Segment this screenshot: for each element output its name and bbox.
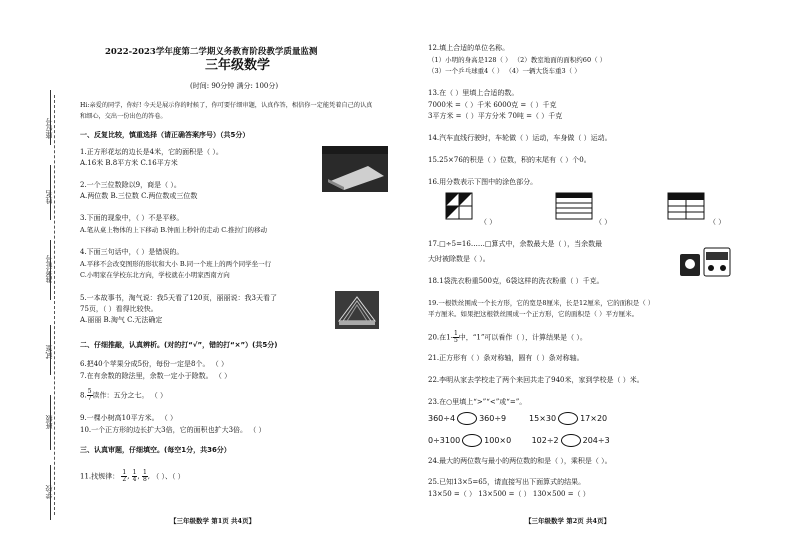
question-17-line-2: 大时被除数是（ ）。 xyxy=(428,255,490,263)
exam-id-blank[interactable] xyxy=(50,240,52,300)
exam-id-label: 准考证号 xyxy=(45,255,53,283)
question-3: 3.下面的现象中，（ ）不是平移。 xyxy=(80,214,184,222)
question-16-blank-3[interactable]: （ ） xyxy=(709,218,726,226)
question-5-line-2: 75页，（ ）看得比较快。 xyxy=(80,305,158,313)
question-4-option-a: A.平移不会改变图形的形状和大小 B.同一个班上的两个同学坐一行 xyxy=(80,260,272,268)
question-16-blank-1[interactable]: （ ） xyxy=(480,218,497,226)
room-label: 试室 xyxy=(45,345,53,359)
compare-circle-3[interactable] xyxy=(462,434,482,447)
question-20 xyxy=(428,331,587,344)
name-label: 姓名 xyxy=(45,190,53,204)
question-15: 15.25×76的积是（ ）位数，积的末尾有（ ）个0。 xyxy=(428,156,591,164)
question-16-blank-2[interactable]: （ ） xyxy=(595,218,612,226)
question-11-label: 11.找规律： xyxy=(80,472,120,481)
question-13-row-2: 3平方米 =（ ）平方分米 70吨 =（ ）千克 xyxy=(428,112,563,120)
question-1: 1.正方形花坛的边长是4米，它的面积是（ ）。 xyxy=(80,148,223,156)
question-10: 10.一个正方形的边长扩大3倍，它的面积也扩大3倍。 （ ） xyxy=(80,426,266,434)
fraction-quarter xyxy=(132,470,138,483)
shaded-square-figure xyxy=(445,192,473,220)
question-20-prefix: 20.在1- xyxy=(428,333,453,342)
compare-circle-4[interactable] xyxy=(561,434,581,447)
exam-page-2 xyxy=(405,0,794,545)
question-6: 6.把40个苹果分成5份，每份一定是8个。 （ ） xyxy=(80,360,228,368)
question-3-options: A.笔从桌上物体的上下移动 B.钟面上秒针的走动 C.推拉门的移动 xyxy=(80,226,268,234)
question-23-row-2 xyxy=(428,434,610,447)
compare-circle-2[interactable] xyxy=(558,412,578,425)
shaded-rectangle-figure-2 xyxy=(667,192,705,220)
compare-4-left: 102÷2 xyxy=(531,436,559,445)
fraction-half xyxy=(121,470,127,483)
fraction-quarter-denominator: 4 xyxy=(132,476,137,483)
question-8-fraction-numerator: 5 xyxy=(87,388,92,395)
section-3-heading: 三、认真审题，仔细填空。(每空1分，共36分） xyxy=(80,446,231,454)
question-8-number: 8. xyxy=(80,391,87,400)
question-21: 21.正方形有（ ）条对称轴，圆有（ ）条对称轴。 xyxy=(428,354,584,362)
shaded-rectangle-figure-1 xyxy=(555,192,593,220)
room-blank[interactable] xyxy=(50,325,52,375)
question-19-line-1: 19.一根铁丝围成一个长方形，它的宽是8厘米，长是12厘米，它的面积是（ ） xyxy=(428,299,655,307)
question-23: 23.在○里填上“>”“<”或“=”。 xyxy=(428,398,527,406)
question-12-row-1: （1）小明的身高是128（ ） （2）教室地面的面积约60（ ） xyxy=(428,56,607,64)
question-14: 14.汽车直线行驶时，车轮做（ ）运动，车身做（ ）运动。 xyxy=(428,134,612,142)
compare-2-right: 17×20 xyxy=(580,414,608,423)
compare-1-left: 360÷4 xyxy=(428,414,456,423)
seat-number-blank[interactable] xyxy=(50,90,52,145)
question-2: 2.一个三位数除以9，商是（ ）。 xyxy=(80,181,181,189)
detergent-illustration xyxy=(680,240,732,280)
seat-number-label: 座位号 xyxy=(45,118,53,139)
compare-1-right: 360÷9 xyxy=(479,414,507,423)
question-11-blanks: （ ）、（ ） xyxy=(152,472,185,481)
question-13: 13.在（ ）里填上合适的数。 xyxy=(428,89,519,97)
question-12-row-2: （3）一个乒乓球重4（ ） （4）一辆大货车重3（ ） xyxy=(428,67,581,75)
compare-2-left: 15×30 xyxy=(529,414,557,423)
exam-subject: 三年级数学 xyxy=(205,58,271,73)
compare-3-right: 100×0 xyxy=(484,436,512,445)
question-8 xyxy=(80,389,167,402)
compare-4-right: 204÷3 xyxy=(582,436,610,445)
question-11: 11.找规律： $\frac{1}{2}$ , $\frac{1}{4}$ , $\frac{1}{8}$ , （ ）、（ ） xyxy=(80,469,185,483)
question-24: 24.最大的两位数与最小的两位数的和是（ ），乘积是（ ）。 xyxy=(428,457,612,465)
class-label: 班级 xyxy=(45,415,53,429)
question-20-text: 中，“1”可以看作（ ），计算结果是（ ）。 xyxy=(458,333,587,342)
fraction-quarter-numerator: 1 xyxy=(132,469,137,476)
exam-title: 2022-2023学年度第二学期义务教育阶段教学质量监测 xyxy=(105,47,318,57)
intro-line-2: 和细心，交出一份出色的答卷。 xyxy=(80,113,167,120)
class-blank[interactable] xyxy=(50,395,52,450)
question-8-fraction-denominator: 7 xyxy=(87,395,92,402)
question-8-text: 读作：五分之七。 （ ） xyxy=(92,391,167,400)
compare-3-left: 0÷3100 xyxy=(428,436,461,445)
page-1-footer: 【三年级数学 第1页 共4页】 xyxy=(170,517,256,525)
question-5-options: A.丽丽 B.淘气 C.无法确定 xyxy=(80,316,163,324)
time-info: (时间: 90分钟 满分: 100分) xyxy=(190,82,279,90)
question-2-options: A.两位数 B.三位数 C.两位数或三位数 xyxy=(80,192,198,200)
question-16: 16.用分数表示下图中的涂色部分。 xyxy=(428,178,538,186)
fraction-one-fifth-numerator: 1 xyxy=(453,330,458,337)
section-2-heading: 二、仔细推敲，认真辨析。(对的打“√”，错的打“×”）(共5分) xyxy=(80,341,278,349)
question-17-line-1: 17.□÷5=16……□算式中，余数最大是（ ），当余数最 xyxy=(428,240,603,248)
fraction-half-numerator: 1 xyxy=(122,469,127,476)
question-5-line-1: 5.一本故事书，淘气说：我5天看了120页，丽丽说：我3天看了 xyxy=(80,294,277,302)
question-4-option-c: C.小明家在学校东北方向，学校就在小明家西南方向 xyxy=(80,271,230,279)
question-23-row-1 xyxy=(428,412,607,425)
binding-margin xyxy=(0,0,68,545)
fraction-one-fifth-denominator: 5 xyxy=(453,337,458,344)
square-garden-photo xyxy=(322,146,388,192)
compare-circle-1[interactable] xyxy=(457,412,477,425)
question-12: 12.填上合适的单位名称。 xyxy=(428,44,510,52)
question-7: 7.在有余数的除法里，余数一定小于除数。 （ ） xyxy=(80,372,232,380)
question-4: 4.下面三句话中，（ ）是错误的。 xyxy=(80,248,184,256)
school-label: 学校 xyxy=(45,485,53,499)
fraction-eighth-denominator: 8 xyxy=(142,476,147,483)
name-blank[interactable] xyxy=(50,165,52,220)
binding-line xyxy=(54,95,56,515)
question-19-line-2: 平方厘米。如果把这根铁丝围成一个正方形，它的面积是（ ）平方厘米。 xyxy=(428,310,639,318)
question-13-row-1: 7000米 =（ ）千米 6000克 =（ ）千克 xyxy=(428,101,557,109)
fraction-half-denominator: 2 xyxy=(122,476,127,483)
question-9: 9.一棵小树高10平方米。 （ ） xyxy=(80,414,178,422)
section-1-heading: 一、反复比较，慎重选择（请正确答案序号）（共5分） xyxy=(80,131,250,139)
question-18: 18.1袋洗衣粉重500克，6袋这样的洗衣粉重（ ）千克。 xyxy=(428,277,604,285)
intro-line-1: Hi:亲爱的同学，你好! 今天是展示你的时候了，你可要仔细审题，认真作答，相信你一定能凭着自己的认真 xyxy=(80,102,373,109)
question-25-line-1: 25.已知13×5=65，请直接写出下面算式的结果。 xyxy=(428,478,586,486)
page-2-footer: 【三年级数学 第2页 共4页】 xyxy=(525,517,611,525)
question-1-options: A.16米 B.8平方米 C.16平方米 xyxy=(80,159,178,167)
school-blank[interactable] xyxy=(50,465,52,520)
storybook-photo xyxy=(335,291,379,329)
question-22: 22.李明从家去学校走了两个来回共走了940米，家到学校是（ ）米。 xyxy=(428,376,644,384)
question-25-line-2: 13×50 =（ ） 13×500 =（ ） 130×500 =（ ） xyxy=(428,490,590,498)
fraction-eighth xyxy=(142,470,148,483)
fraction-eighth-numerator: 1 xyxy=(142,469,147,476)
